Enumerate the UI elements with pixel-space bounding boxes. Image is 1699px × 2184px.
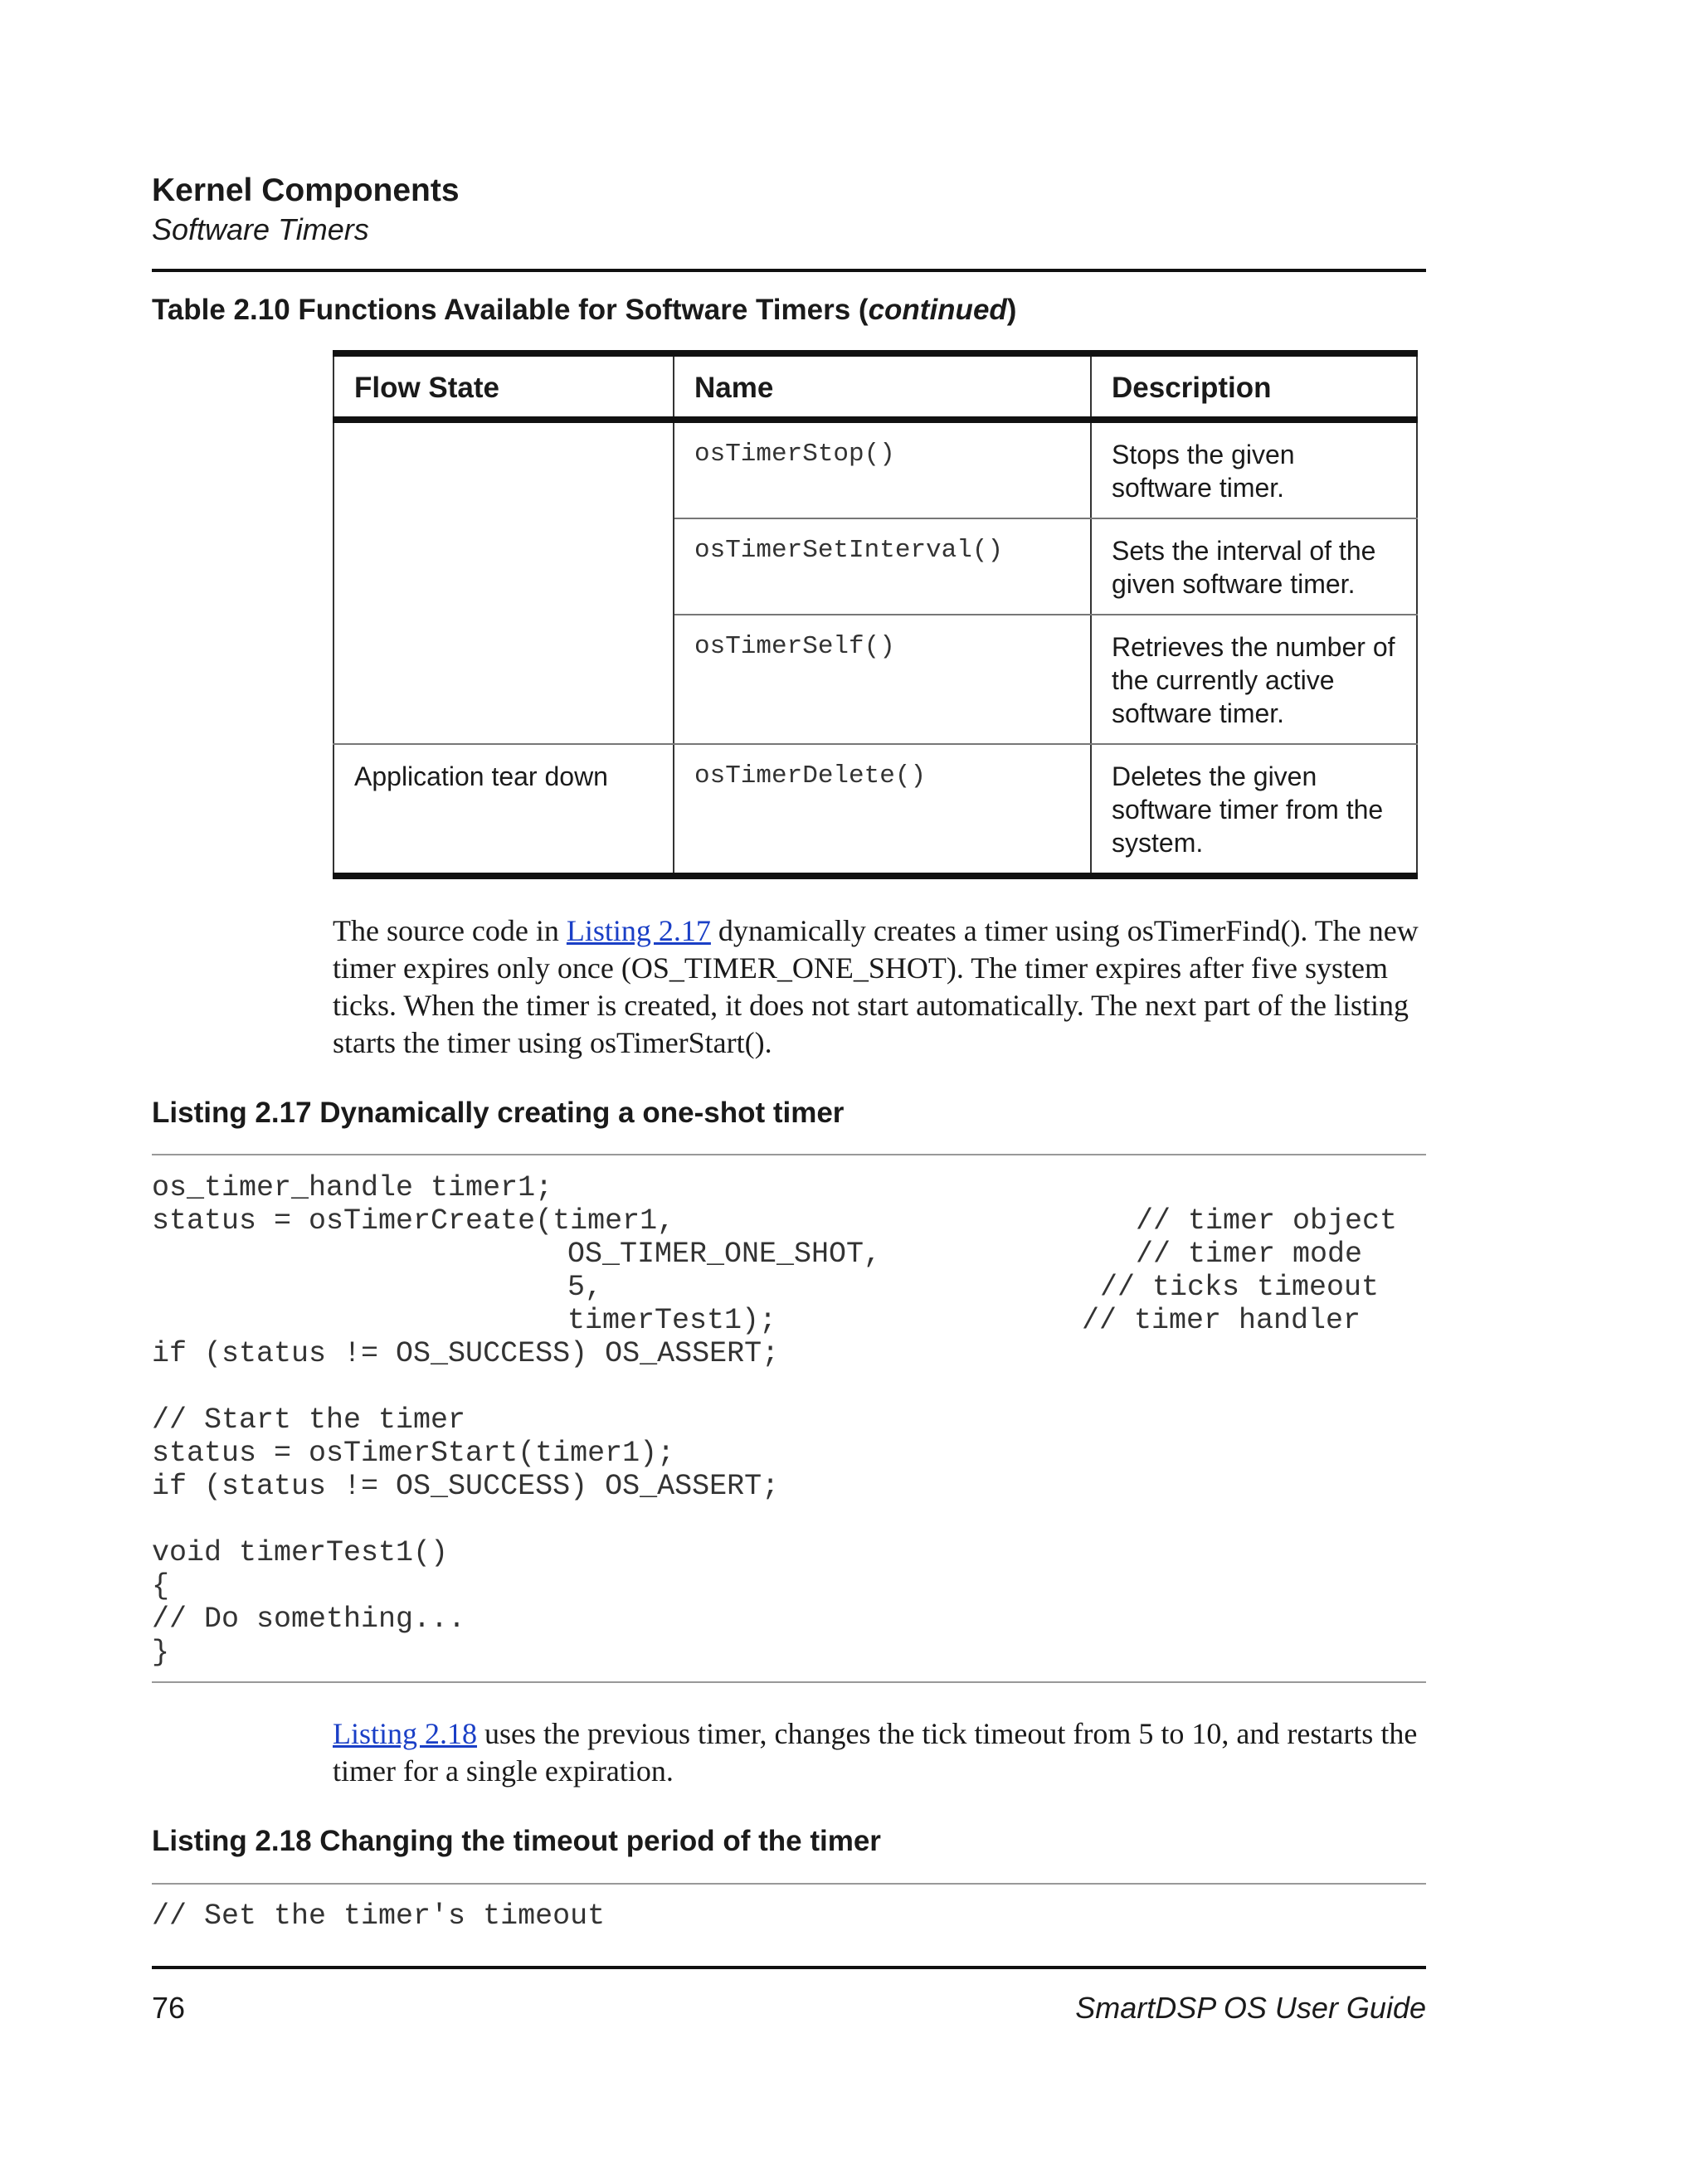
code-line: // Start the timer xyxy=(152,1403,466,1437)
table-row xyxy=(333,420,1417,518)
footer-rule xyxy=(152,1966,1426,1969)
code-line: status = osTimerCreate(timer1, xyxy=(152,1204,675,1238)
flow-state-cell xyxy=(333,420,674,518)
chapter-title: Kernel Components xyxy=(152,173,460,208)
function-name-cell: osTimerStop() xyxy=(674,420,1091,518)
listing-rule xyxy=(152,1154,1426,1155)
code-comment: // timer handler xyxy=(1082,1304,1361,1337)
code-comment: // timer mode xyxy=(1136,1238,1363,1271)
listing-rule xyxy=(152,1883,1426,1885)
code-line: timerTest1); xyxy=(567,1304,777,1337)
code-line: 5, xyxy=(567,1271,603,1304)
function-name-cell: osTimerSetInterval() xyxy=(674,518,1091,615)
section-title: Software Timers xyxy=(152,212,369,246)
table-row xyxy=(333,518,1417,615)
code-line: void timerTest1() xyxy=(152,1536,449,1569)
code-line: os_timer_handle timer1; xyxy=(152,1171,553,1204)
code-comment: // ticks timeout xyxy=(1100,1271,1380,1304)
column-header: Name xyxy=(674,353,1091,420)
listing-link[interactable]: Listing 2.18 xyxy=(333,1717,478,1750)
listing-caption: Listing 2.18 Changing the timeout period of the timer xyxy=(152,1825,881,1857)
flow-state-cell xyxy=(333,615,674,744)
code-line: // Do something... xyxy=(152,1603,466,1636)
table-header-row xyxy=(333,353,1417,420)
code-line: OS_TIMER_ONE_SHOT, xyxy=(567,1238,882,1271)
code-line: if (status != OS_SUCCESS) OS_ASSERT; xyxy=(152,1337,780,1370)
guide-title: SmartDSP OS User Guide xyxy=(1075,1991,1426,2025)
table-row xyxy=(333,744,1417,876)
flow-state-cell: Application tear down xyxy=(333,744,674,876)
header-rule xyxy=(152,269,1426,272)
column-header: Flow State xyxy=(333,353,674,420)
description-cell: Retrieves the number of the currently active software timer. xyxy=(1091,615,1417,744)
code-line: status = osTimerStart(timer1); xyxy=(152,1437,675,1470)
description-cell: Stops the given software timer. xyxy=(1091,420,1417,518)
code-line: // Set the timer's timeout xyxy=(152,1899,606,1933)
function-name-cell: osTimerSelf() xyxy=(674,615,1091,744)
table-row xyxy=(333,615,1417,744)
code-line: if (status != OS_SUCCESS) OS_ASSERT; xyxy=(152,1470,780,1503)
code-line: { xyxy=(152,1569,170,1603)
body-paragraph: The source code in Listing 2.17 dynamically creates a timer using osTimerFind(). The new timer expires only once (OS_TIMER_ONE_SHOT). The timer expires after five system ticks. When the timer is created, it does not start automatically. The next part of the listing starts the timer using osTimerStart(). xyxy=(333,914,1419,1059)
listing-link[interactable]: Listing 2.17 xyxy=(566,914,711,947)
description-cell: Deletes the given software timer from the system. xyxy=(1091,744,1417,876)
column-header: Description xyxy=(1091,353,1417,420)
table-caption: Table 2.10 Functions Available for Software Timers (continued) xyxy=(152,294,1017,326)
code-line: } xyxy=(152,1636,170,1669)
listing-rule xyxy=(152,1681,1426,1683)
code-comment: // timer object xyxy=(1136,1204,1398,1238)
description-cell: Sets the interval of the given software timer. xyxy=(1091,518,1417,615)
body-paragraph: Listing 2.18 uses the previous timer, changes the tick timeout from 5 to 10, and restarts the timer for a single expiration. xyxy=(333,1717,1418,1788)
page-number: 76 xyxy=(152,1991,186,2025)
functions-table xyxy=(333,350,1416,879)
function-name-cell: osTimerDelete() xyxy=(674,744,1091,876)
listing-caption: Listing 2.17 Dynamically creating a one-shot timer xyxy=(152,1097,845,1129)
flow-state-cell xyxy=(333,518,674,615)
